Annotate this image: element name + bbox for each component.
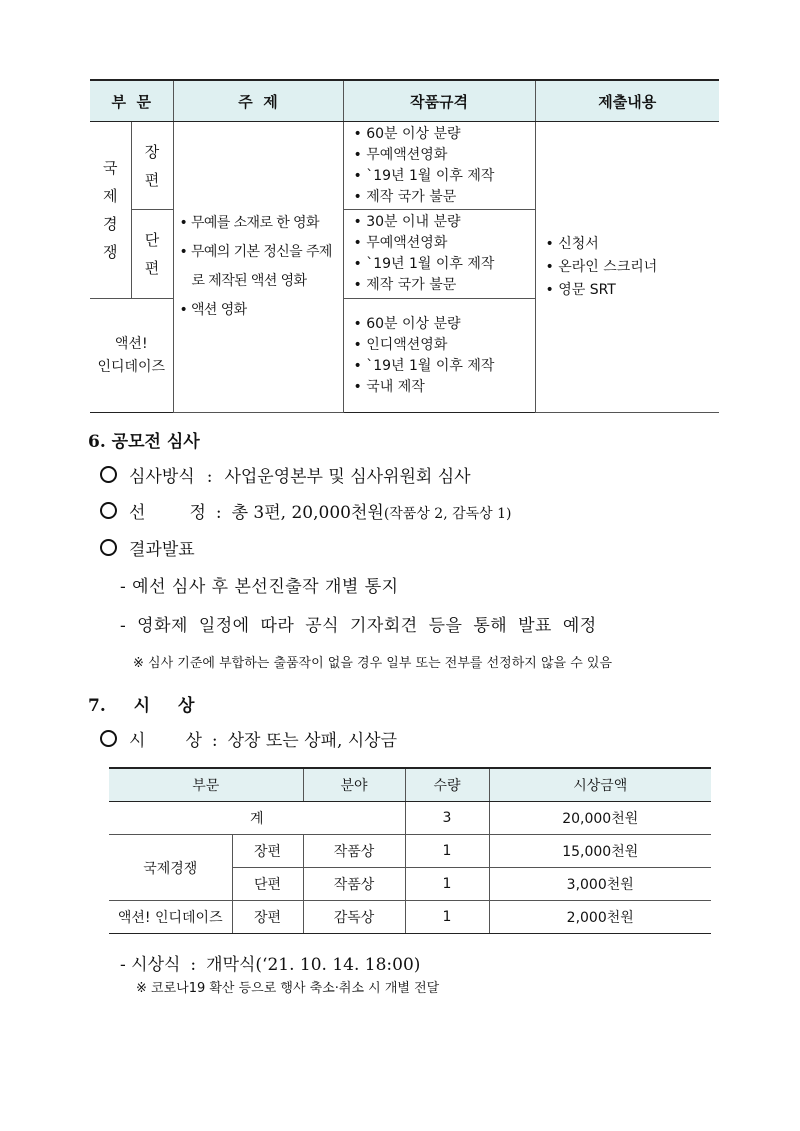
judging-note: ※ 심사 기준에 부합하는 출품작이 없을 경우 일부 또는 전부를 선정하지 않을 수 있음 bbox=[133, 656, 613, 671]
circle-bullet-icon bbox=[100, 502, 117, 519]
cell-submission bbox=[535, 122, 719, 413]
intl-short-sub: 단편 bbox=[232, 868, 303, 901]
circle-bullet-icon bbox=[100, 730, 117, 747]
selection-value: 총 3편, 20,000천원 bbox=[231, 503, 384, 523]
total-qty: 3 bbox=[405, 802, 489, 835]
circle-bullet-icon bbox=[100, 466, 117, 483]
prize-header-category: 부문 bbox=[109, 768, 303, 802]
indie-field: 감독상 bbox=[303, 901, 405, 934]
judging-method-label: 심사방식 bbox=[129, 467, 195, 487]
prize-header-row bbox=[109, 768, 711, 802]
intl-competition-label: 국제경쟁 bbox=[109, 835, 232, 901]
ceremony-line bbox=[120, 950, 420, 975]
submit-item: • 영문 SRT bbox=[545, 281, 616, 298]
spec-item: • 60분 이상 분량 bbox=[353, 315, 461, 332]
selection-line bbox=[100, 498, 512, 523]
ceremony-note: ※ 코로나19 확산 등으로 행사 축소·취소 시 개별 전달 bbox=[136, 981, 440, 996]
cell-intl-competition: 국 제 경 쟁 bbox=[90, 122, 131, 299]
colon: : bbox=[215, 503, 222, 523]
entry-spec-header-row bbox=[90, 80, 719, 122]
spec-item: • `19년 1월 이후 제작 bbox=[353, 167, 495, 184]
colon: : bbox=[211, 731, 218, 751]
circle-bullet-icon bbox=[100, 539, 117, 556]
result-line bbox=[100, 535, 195, 560]
intl-feature-field: 작품상 bbox=[303, 835, 405, 868]
section-6-heading: 6. 공모전 심사 bbox=[88, 432, 200, 452]
selection-detail: (작품상 2, 감독상 1) bbox=[383, 506, 512, 522]
header-submission: 제출내용 bbox=[535, 80, 719, 122]
topic-2: • 무예의 기본 정신을 주제로 제작된 액션 영화 bbox=[179, 244, 332, 289]
indie-sub: 장편 bbox=[232, 901, 303, 934]
selection-label-2: 정 bbox=[189, 503, 206, 523]
prize-row-indie bbox=[109, 901, 711, 934]
award-label-2: 상 bbox=[185, 731, 202, 751]
spec-item: • `19년 1월 이후 제작 bbox=[353, 357, 495, 374]
indie-days-label: 액션! 인디데이즈 bbox=[109, 901, 232, 934]
colon: : bbox=[206, 467, 213, 487]
intl-feature-amount: 15,000천원 bbox=[489, 835, 711, 868]
cell-topics bbox=[173, 122, 343, 413]
selection-label-1: 선 bbox=[129, 503, 146, 523]
judging-method-line bbox=[100, 462, 471, 487]
judging-method-value: 사업운영본부 및 심사위원회 심사 bbox=[224, 467, 471, 487]
cell-indie-days: 액션! 인디데이즈 bbox=[90, 299, 173, 413]
intl-feature-sub: 장편 bbox=[232, 835, 303, 868]
total-amount: 20,000천원 bbox=[489, 802, 711, 835]
cell-spec-indie bbox=[343, 299, 535, 413]
spec-item: • 무예액션영화 bbox=[353, 235, 448, 251]
intl-feature-qty: 1 bbox=[405, 835, 489, 868]
ceremony-value: 개막식(‘21. 10. 14. 18:00) bbox=[206, 955, 421, 975]
cell-feature: 장 편 bbox=[131, 122, 173, 210]
cell-spec-short bbox=[343, 210, 535, 299]
intl-short-field: 작품상 bbox=[303, 868, 405, 901]
header-category: 부 문 bbox=[90, 80, 173, 122]
topic-3: • 액션 영화 bbox=[179, 302, 247, 318]
spec-item: • 무예액션영화 bbox=[353, 146, 448, 163]
indie-qty: 1 bbox=[405, 901, 489, 934]
prize-header-field: 분야 bbox=[303, 768, 405, 802]
header-topic: 주 제 bbox=[173, 80, 343, 122]
prize-row-intl-feature bbox=[109, 835, 711, 868]
spec-item: • 제작 국가 불문 bbox=[353, 277, 457, 293]
spec-item: • 제작 국가 불문 bbox=[353, 188, 457, 205]
spec-item: • 인디액션영화 bbox=[353, 336, 448, 353]
prize-table bbox=[109, 767, 711, 934]
prize-header-qty: 수량 bbox=[405, 768, 489, 802]
entry-spec-table bbox=[90, 79, 719, 413]
topic-1: • 무예를 소재로 한 영화 bbox=[179, 215, 319, 231]
award-label-1: 시 bbox=[129, 731, 146, 751]
colon: : bbox=[190, 955, 197, 975]
submit-item: • 온라인 스크리너 bbox=[545, 258, 658, 275]
ceremony-label: - 시상식 bbox=[120, 955, 181, 975]
row-intl-feature bbox=[90, 122, 719, 210]
intl-short-qty: 1 bbox=[405, 868, 489, 901]
total-label: 계 bbox=[109, 802, 405, 835]
spec-item: • 국내 제작 bbox=[353, 378, 425, 395]
result-dash-2: - 영화제 일정에 따라 공식 기자회견 등을 통해 발표 예정 bbox=[120, 616, 597, 636]
prize-header-amount: 시상금액 bbox=[489, 768, 711, 802]
spec-item: • 60분 이상 분량 bbox=[353, 125, 461, 142]
intl-short-amount: 3,000천원 bbox=[489, 868, 711, 901]
indie-amount: 2,000천원 bbox=[489, 901, 711, 934]
spec-item: • 30분 이내 분량 bbox=[353, 214, 461, 230]
section-7-heading: 7. 시 상 bbox=[88, 696, 195, 716]
award-line bbox=[100, 726, 397, 751]
header-spec: 작품규격 bbox=[343, 80, 535, 122]
result-label: 결과발표 bbox=[129, 540, 195, 560]
spec-item: • `19년 1월 이후 제작 bbox=[353, 256, 495, 272]
cell-short: 단 편 bbox=[131, 210, 173, 299]
result-dash-1: - 예선 심사 후 본선진출작 개별 통지 bbox=[120, 577, 399, 597]
cell-spec-feature bbox=[343, 122, 535, 210]
prize-total-row bbox=[109, 802, 711, 835]
submit-item: • 신청서 bbox=[545, 235, 599, 252]
award-value: 상장 또는 상패, 시상금 bbox=[227, 731, 398, 751]
